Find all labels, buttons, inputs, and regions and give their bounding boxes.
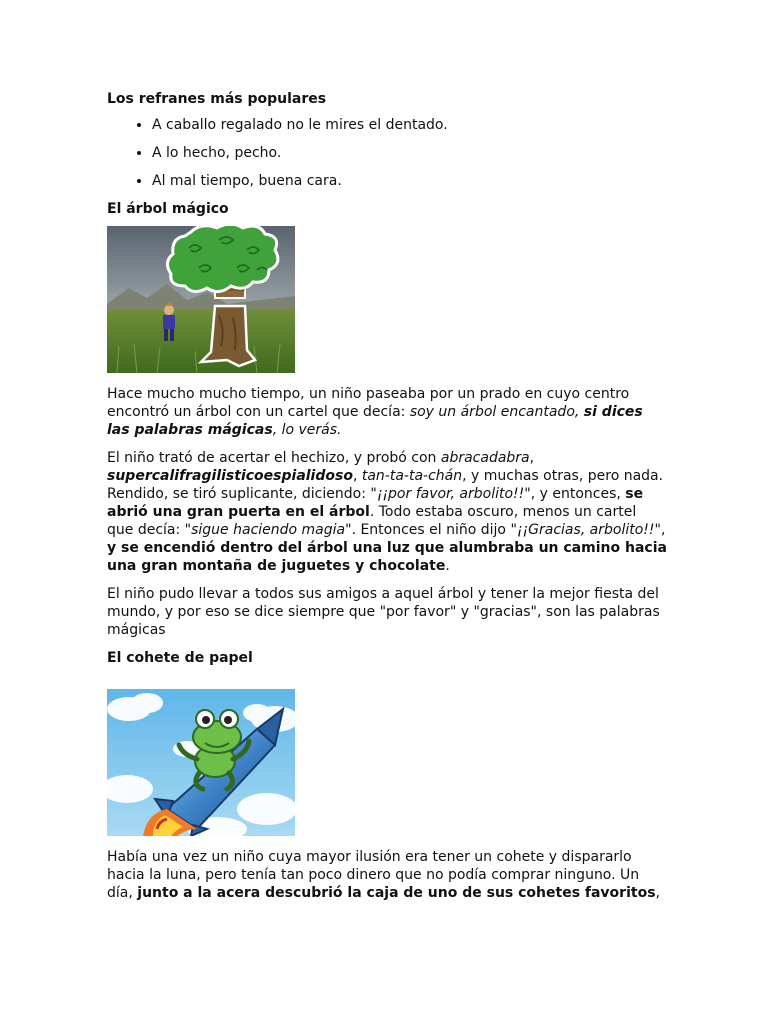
list-item: • A lo hecho, pecho.	[152, 144, 667, 162]
bold-italic-run: si dices las palabras mágicas	[107, 404, 643, 438]
italic-run: ¡¡Gracias, arbolito!!	[516, 522, 655, 538]
text-run: ,	[529, 450, 535, 466]
italic-run: abracadabra	[440, 450, 530, 466]
refranes-list	[107, 116, 667, 190]
text-run: ", y entonces,	[524, 486, 626, 502]
rocket-frog-image	[107, 689, 295, 836]
rocket-illustration	[107, 689, 295, 836]
text-run: ",	[654, 522, 666, 538]
bold-run: y se encendió dentro del árbol una luz que alumbraba un camino hacia una gran montaña de juguetes y chocolate	[107, 540, 667, 574]
document-content	[107, 90, 667, 912]
italic-run: soy un árbol encantado,	[409, 404, 584, 420]
text-run: El niño trató de acertar el hechizo, y probó con	[107, 450, 441, 466]
list-item: • A caballo regalado no le mires el dentado.	[152, 116, 667, 134]
text-run: , y muchas otras, pero nada. Rendido, se tiró suplicante, diciendo: "	[107, 468, 664, 502]
text-run: Hace mucho mucho tiempo, un niño paseaba por un prado en cuyo centro encontró un árbol con un cartel que decía:	[107, 386, 630, 420]
text-run: ". Entonces el niño dijo "	[345, 522, 517, 538]
italic-run: ¡¡por favor, arbolito!!	[376, 486, 525, 502]
italic-run: tan-ta-ta-chán	[361, 468, 463, 484]
arbol-paragraph-3: El niño pudo llevar a todos sus amigos a aquel árbol y tener la mejor fiesta del mundo, y por eso se dice siempre que "por favor" y "gracias", son las palabras mágicas	[107, 586, 660, 638]
section-title-refranes: Los refranes más populares	[107, 91, 327, 107]
text-run: .	[445, 558, 450, 574]
italic-run: sigue haciendo magia	[191, 522, 346, 538]
arbol-paragraph-1	[107, 385, 667, 439]
text-run: . Todo estaba oscuro, menos un cartel que decía: "	[107, 504, 637, 538]
text-run: Había una vez un niño cuya mayor ilusión era tener un cohete y dispararlo hacia la luna, pero tenía tan poco dinero que no podía comprar ninguno. Un día,	[107, 849, 640, 901]
text-run: ,	[655, 885, 660, 901]
tree-image	[107, 226, 295, 373]
bold-run: se abrió una gran puerta en el árbol	[107, 486, 644, 520]
cohete-paragraph-1	[107, 848, 667, 902]
bold-italic-run: supercalifragilisticoespialidoso	[107, 468, 353, 484]
arbol-paragraph-2	[107, 449, 667, 575]
tree-illustration	[107, 226, 295, 373]
text-run: ,	[352, 468, 362, 484]
bold-run: junto a la acera descubrió la caja de uno de sus cohetes favoritos	[137, 885, 656, 901]
section-title-arbol: El árbol mágico	[107, 201, 229, 217]
section-title-cohete: El cohete de papel	[107, 650, 253, 666]
list-item: • Al mal tiempo, buena cara.	[152, 172, 667, 190]
italic-run: , lo verás.	[272, 422, 342, 438]
